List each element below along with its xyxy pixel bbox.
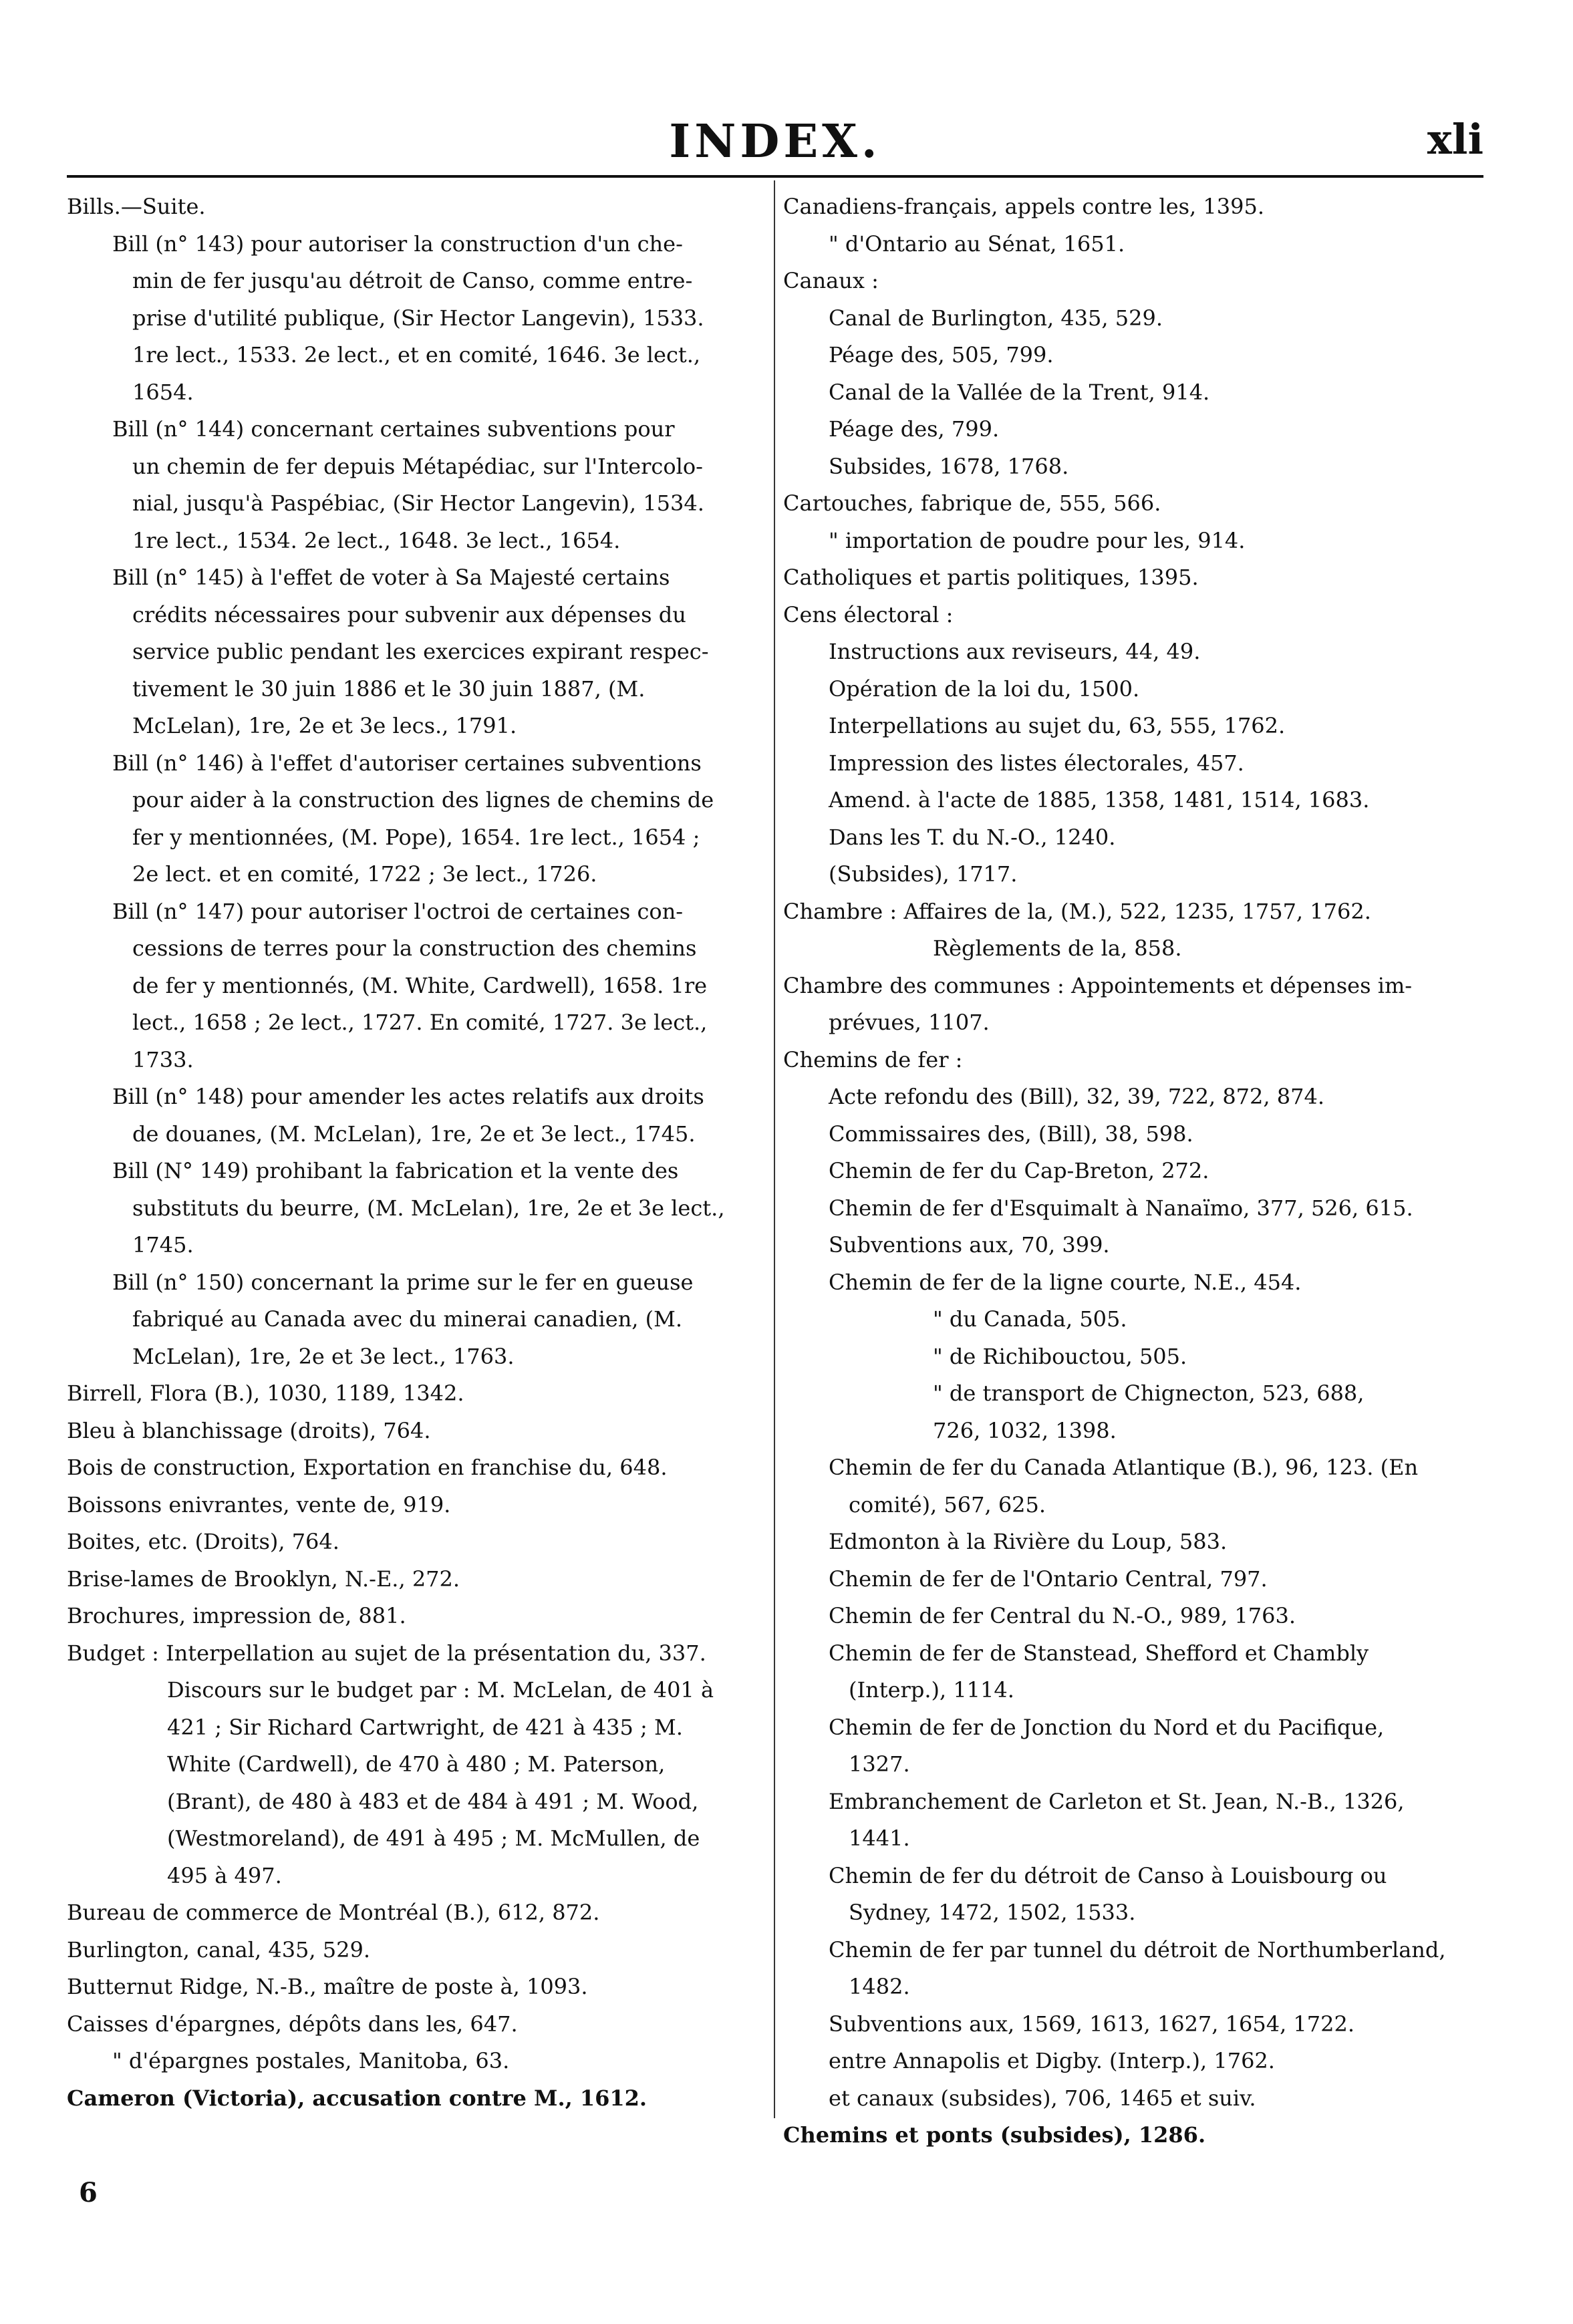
index-entry-line: Chambre : Affaires de la, (M.), 522, 1235, 1757, 1762. [783,898,1371,924]
index-entry-line: 1733. [132,1046,194,1072]
index-entry-line: Interpellations au sujet du, 63, 555, 1762. [829,713,1286,738]
index-entry-line: Bill (n° 150) concernant la prime sur le fer en gueuse [112,1269,694,1295]
index-entry-line: (Brant), de 480 à 483 et de 484 à 491 ; M. Wood, [167,1788,699,1814]
index-entry-line: Bill (n° 143) pour autoriser la construction d'un che- [112,231,683,257]
index-entry-line: Boites, etc. (Droits), 764. [67,1529,339,1554]
index-entry-line: pour aider à la construction des lignes de chemins de [132,787,714,813]
index-entry-line: Bureau de commerce de Montréal (B.), 612, 872. [67,1900,600,1925]
index-entry-line: Bill (n° 148) pour amender les actes relatifs aux droits [112,1084,704,1109]
index-entry-line: 1482. [849,1974,910,1999]
index-entry-line: entre Annapolis et Digby. (Interp.), 1762. [829,2048,1275,2073]
index-entry-line: " de Richibouctou, 505. [933,1343,1187,1369]
index-entry-line: Edmonton à la Rivière du Loup, 583. [829,1529,1228,1554]
index-entry-line: 1327. [849,1751,910,1777]
index-entry-line: Caisses d'épargnes, dépôts dans les, 647. [67,2011,518,2037]
index-entry-line: fabriqué au Canada avec du minerai canadien, (M. [132,1306,683,1332]
right-column [783,188,1491,2154]
index-entry-line: Chemin de fer Central du N.-O., 989, 1763. [829,1603,1296,1628]
index-entry-line: substituts du beurre, (M. McLelan), 1re, 2e et 3e lect., [132,1195,725,1221]
index-entry-line: White (Cardwell), de 470 à 480 ; M. Paterson, [167,1751,666,1777]
index-entry-line: Amend. à l'acte de 1885, 1358, 1481, 1514, 1683. [829,787,1370,813]
index-entry-line: Dans les T. du N.-O., 1240. [829,824,1116,850]
index-entry-line: Commissaires des, (Bill), 38, 598. [829,1121,1193,1147]
left-column [67,188,762,2117]
index-entry-line: Discours sur le budget par : M. McLelan, de 401 à [167,1677,714,1703]
index-entry-line: Chambre des communes : Appointements et dépenses im- [783,972,1413,998]
index-entry-line: Chemin de fer de la ligne courte, N.E., 454. [829,1269,1302,1295]
index-entry-line: " du Canada, 505. [933,1306,1127,1332]
index-entry-line: " d'Ontario au Sénat, 1651. [829,231,1125,257]
index-entry-line: Subsides, 1678, 1768. [829,453,1069,479]
index-entry-line: Canal de la Vallée de la Trent, 914. [829,379,1210,405]
index-entry-line: Birrell, Flora (B.), 1030, 1189, 1342. [67,1381,464,1406]
index-entry-line: Instructions aux reviseurs, 44, 49. [829,639,1201,664]
index-entry-line: Brise-lames de Brooklyn, N.-E., 272. [67,1566,460,1592]
index-entry-line: Chemin de fer de l'Ontario Central, 797. [829,1566,1268,1592]
index-entry-line: Bleu à blanchissage (droits), 764. [67,1417,431,1443]
index-entry-line: de fer y mentionnés, (M. White, Cardwell), 1658. 1re [132,972,708,998]
index-entry-line: Bill (n° 146) à l'effet d'autoriser certaines subventions [112,750,702,776]
index-entry-line: de douanes, (M. McLelan), 1re, 2e et 3e lect., 1745. [132,1121,696,1147]
page-title: INDEX. [669,115,881,168]
index-entry-line: Bills.—Suite. [67,194,206,219]
index-entry-line: Règlements de la, 858. [933,935,1182,961]
index-entry-line: min de fer jusqu'au détroit de Canso, comme entre- [132,268,693,293]
index-entry-line: (Subsides), 1717. [829,861,1018,887]
index-entry-line: 1re lect., 1534. 2e lect., 1648. 3e lect., 1654. [132,527,621,553]
index-entry-line: 1re lect., 1533. 2e lect., et en comité, 1646. 3e lect., [132,342,701,368]
index-entry-line: Chemin de fer d'Esquimalt à Nanaïmo, 377, 526, 615. [829,1195,1413,1221]
index-entry-line: Canaux : [783,268,879,293]
page-number: xli [1427,115,1483,164]
index-entry-line: 1441. [849,1826,910,1851]
index-entry-line: un chemin de fer depuis Métapédiac, sur l'Intercolo- [132,453,703,479]
page-header [67,100,1483,174]
index-entry-line: tivement le 30 juin 1886 et le 30 juin 1887, (M. [132,676,646,702]
index-entry-line: Bill (n° 147) pour autoriser l'octroi de certaines con- [112,898,684,924]
index-entry-line: crédits nécessaires pour subvenir aux dépenses du [132,601,686,627]
index-entry-line: Catholiques et partis politiques, 1395. [783,565,1199,590]
index-entry-line: service public pendant les exercices expirant respec- [132,639,709,664]
index-entry-line: Chemins et ponts (subsides), 1286. [783,2122,1206,2148]
index-entry-line: Cens électoral : [783,601,954,627]
index-entry-line: Opération de la loi du, 1500. [829,676,1140,702]
index-entry-line: Chemin de fer du détroit de Canso à Louisbourg ou [829,1862,1387,1888]
index-entry-line: Cartouches, fabrique de, 555, 566. [783,490,1161,516]
index-entry-line: Chemin de fer du Canada Atlantique (B.), 96, 123. (En [829,1455,1419,1480]
index-entry-line: Impression des listes électorales, 457. [829,750,1244,776]
index-entry-line: Boissons enivrantes, vente de, 919. [67,1491,451,1517]
index-entry-line: nial, jusqu'à Paspébiac, (Sir Hector Langevin), 1534. [132,490,704,516]
index-entry-line: Embranchement de Carleton et St. Jean, N.-B., 1326, [829,1788,1405,1814]
index-entry-line: prise d'utilité publique, (Sir Hector Langevin), 1533. [132,305,704,331]
column-separator [774,180,775,2118]
index-entry-line: Bois de construction, Exportation en franchise du, 648. [67,1455,668,1480]
index-entry-line: Chemin de fer du Cap-Breton, 272. [829,1158,1209,1183]
index-entry-line: 1745. [132,1232,194,1258]
index-entry-line: 2e lect. et en comité, 1722 ; 3e lect., 1726. [132,861,597,887]
index-entry-line: Chemin de fer par tunnel du détroit de Northumberland, [829,1936,1446,1963]
index-entry-line: Canadiens-français, appels contre les, 1395. [783,194,1264,219]
index-entry-line: " importation de poudre pour les, 914. [829,527,1246,553]
index-entry-line: (Interp.), 1114. [849,1677,1014,1703]
index-entry-line: (Westmoreland), de 491 à 495 ; M. McMullen, de [167,1826,700,1851]
index-entry-line: Cameron (Victoria), accusation contre M., 1612. [67,2085,648,2111]
index-entry-line: prévues, 1107. [829,1010,990,1035]
index-entry-line: comité), 567, 625. [849,1491,1046,1517]
signature-mark: 6 [79,2177,98,2208]
index-entry-line: Bill (n° 145) à l'effet de voter à Sa Majesté certains [112,565,670,590]
index-entry-line: Péage des, 505, 799. [829,342,1054,368]
index-entry-line: 421 ; Sir Richard Cartwright, de 421 à 435 ; M. [167,1714,683,1740]
index-entry-line: Chemins de fer : [783,1046,963,1072]
index-entry-line: Bill (n° 144) concernant certaines subventions pour [112,416,675,442]
index-entry-line: 1654. [132,379,194,405]
index-entry-line: Subventions aux, 1569, 1613, 1627, 1654, 1722. [829,2011,1355,2037]
index-entry-line: Canal de Burlington, 435, 529. [829,305,1163,331]
index-entry-line: Brochures, impression de, 881. [67,1603,406,1628]
header-rule [67,175,1483,178]
index-entry-line: Bill (N° 149) prohibant la fabrication et la vente des [112,1158,679,1183]
index-entry-line: 495 à 497. [167,1862,282,1888]
index-entry-line: Budget : Interpellation au sujet de la présentation du, 337. [67,1640,706,1666]
index-entry-line: cessions de terres pour la construction des chemins [132,935,697,961]
index-entry-line: fer y mentionnées, (M. Pope), 1654. 1re lect., 1654 ; [132,824,700,850]
index-entry-line: " de transport de Chignecton, 523, 688, [933,1381,1365,1406]
index-entry-line: Chemin de fer de Jonction du Nord et du Pacifique, [829,1714,1385,1740]
index-entry-line: Burlington, canal, 435, 529. [67,1936,370,1963]
index-entry-line: lect., 1658 ; 2e lect., 1727. En comité, 1727. 3e lect., [132,1010,708,1035]
index-entry-line: 726, 1032, 1398. [933,1417,1117,1443]
index-entry-line: Butternut Ridge, N.-B., maître de poste à, 1093. [67,1974,588,1999]
index-entry-line: Subventions aux, 70, 399. [829,1232,1110,1258]
index-entry-line: McLelan), 1re, 2e et 3e lect., 1763. [132,1343,515,1369]
index-entry-line: " d'épargnes postales, Manitoba, 63. [112,2048,510,2073]
index-entry-line: Chemin de fer de Stanstead, Shefford et Chambly [829,1640,1369,1666]
index-entry-line: Sydney, 1472, 1502, 1533. [849,1900,1136,1925]
index-entry-line: Acte refondu des (Bill), 32, 39, 722, 872, 874. [829,1084,1324,1109]
index-entry-line: et canaux (subsides), 706, 1465 et suiv. [829,2085,1256,2111]
index-entry-line: Péage des, 799. [829,416,1000,442]
index-entry-line: McLelan), 1re, 2e et 3e lecs., 1791. [132,713,517,738]
